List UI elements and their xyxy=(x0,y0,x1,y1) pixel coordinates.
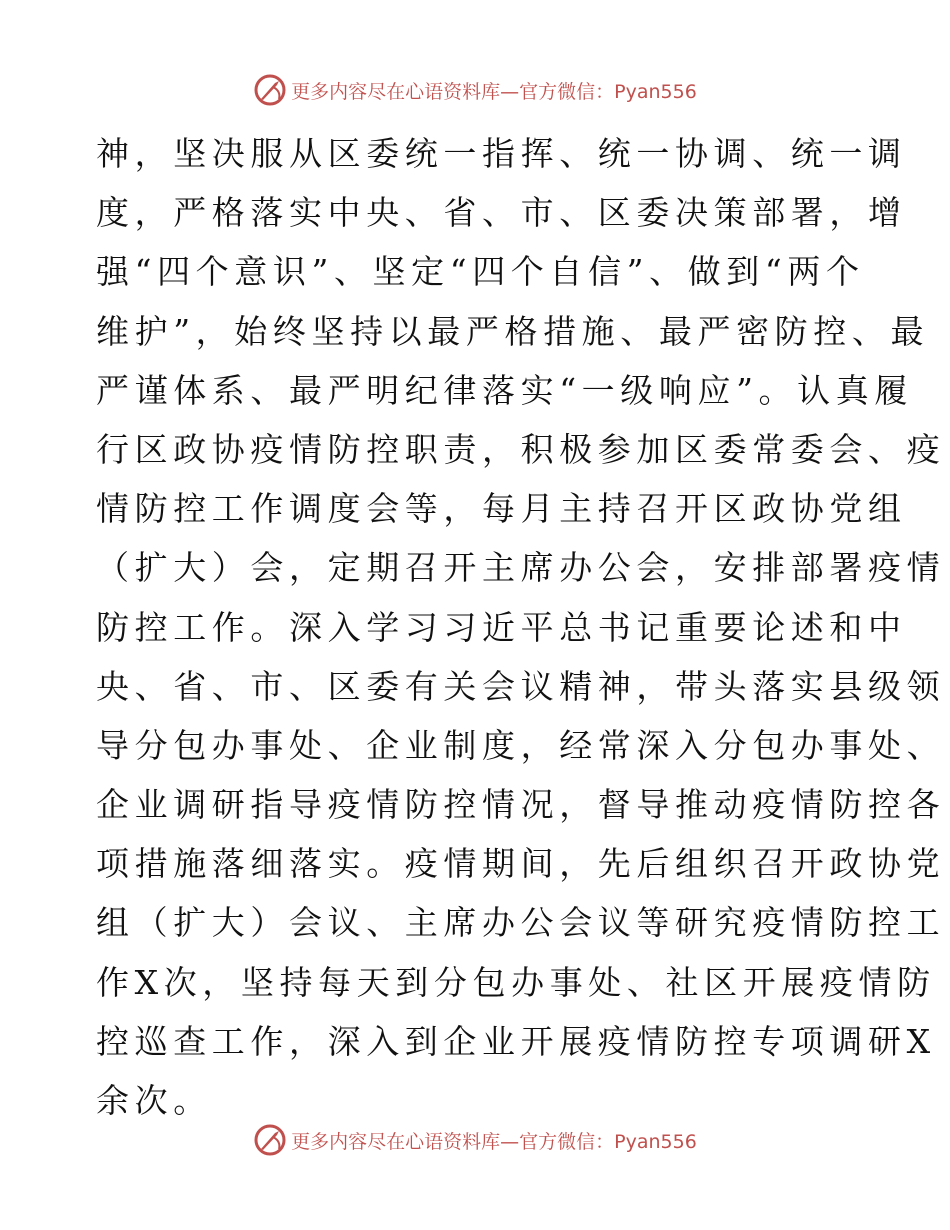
body-line: 余次。 xyxy=(96,1081,212,1120)
body-line: 组（扩大）会议、主席办公会议等研究疫情防控工 xyxy=(96,903,946,943)
body-line: 央、省、市、区委有关会议精神，带头落实县级领 xyxy=(96,666,946,706)
body-line: 严谨体系、最严明纪律落实“一级响应”。认真履 xyxy=(96,370,913,410)
document-body xyxy=(96,124,946,1130)
body-line: 强“四个意识”、坚定“四个自信”、做到“两个 xyxy=(96,252,865,292)
body-line: 作X次，坚持每天到分包办事处、社区开展疫情防 xyxy=(96,962,936,1002)
body-line: （扩大）会，定期召开主席办公会，安排部署疫情 xyxy=(96,548,946,588)
body-line: 控巡查工作，深入到企业开展疫情防控专项调研X xyxy=(96,1021,936,1061)
body-line: 企业调研指导疫情防控情况，督导推动疫情防控各 xyxy=(96,785,946,825)
body-line: 防控工作。深入学习习近平总书记重要论述和中 xyxy=(96,607,907,647)
body-line: 度，严格落实中央、省、市、区委决策部署，增 xyxy=(96,193,907,233)
quill-logo-icon xyxy=(253,1123,287,1157)
body-line: 神，坚决服从区委统一指挥、统一协调、统一调 xyxy=(96,134,907,173)
body-line: 行区政协疫情防控职责，积极参加区委常委会、疫 xyxy=(96,429,946,469)
header-banner-text: 更多内容尽在心语资料库—官方微信：Pyan556 xyxy=(291,80,697,103)
body-line: 导分包办事处、企业制度，经常深入分包办事处、 xyxy=(96,725,946,765)
quill-logo-icon xyxy=(253,73,287,107)
body-line: 项措施落细落实。疫情期间，先后组织召开政协党 xyxy=(96,844,946,884)
header-banner xyxy=(0,70,950,110)
footer-banner xyxy=(0,1120,950,1160)
footer-banner-text: 更多内容尽在心语资料库—官方微信：Pyan556 xyxy=(291,1130,697,1153)
body-line: 情防控工作调度会等，每月主持召开区政协党组 xyxy=(96,489,907,529)
body-line: 维护”，始终坚持以最严格措施、最严密防控、最 xyxy=(96,311,930,351)
